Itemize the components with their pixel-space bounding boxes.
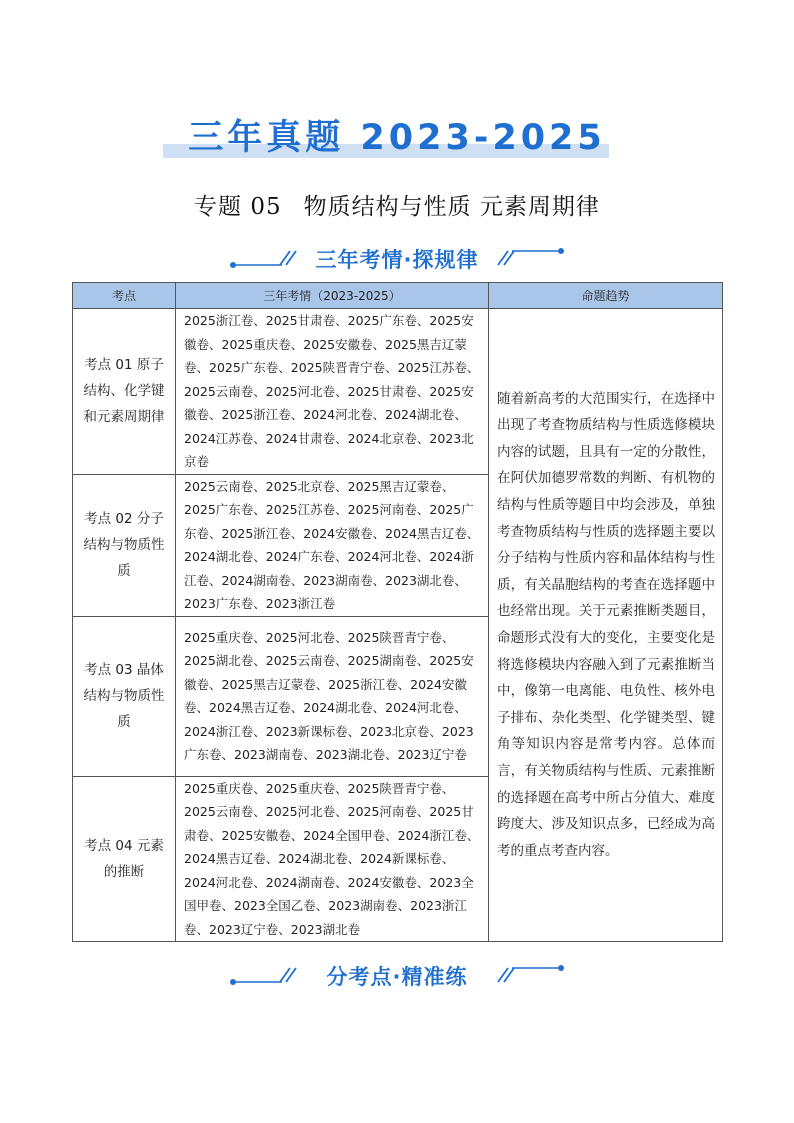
topic-cell: 考点 04 元素的推断	[73, 776, 176, 942]
topic-cell: 考点 03 晶体结构与物质性质	[73, 616, 176, 776]
papers-cell: 2025云南卷、2025北京卷、2025黑吉辽蒙卷、2025广东卷、2025江苏卷、2025河南卷、2025广东卷、2025浙江卷、2024安徽卷、2024黑吉辽卷、2024湖北卷、2024广东卷、2024河北卷、2024浙江卷、2024湖南卷、2023湖南卷、2023湖北卷、2023广东卷、2023浙江卷	[176, 474, 489, 616]
header-trend: 命题趋势	[489, 283, 723, 309]
trend-cell: 随着新高考的大范围实行，在选择中出现了考查物质结构与性质选修模块内容的试题，且具有一定的分散性，在阿伏加德罗常数的判断、有机物的结构与性质等题目中均会涉及，单独考查物质结构与性质的选择题主要以分子结构与性质内容和晶体结构与性质，有关晶胞结构的考查在选择题中也经常出现。关于元素推断类题目，命题形式没有大的变化，主要变化是将选修模块内容融入到了元素推断当中，像第一电离能、电负性、核外电子排布、杂化类型、化学键类型、键角等知识内容是常考内容。总体而言，有关物质结构与性质、元素推断的选择题在高考中所占分值大、难度跨度大、涉及知识点多，已经成为高考的重点考查内容。	[489, 309, 723, 942]
header-topic: 考点	[73, 283, 176, 309]
section-title-practice: 分考点·精准练	[326, 965, 468, 989]
section-header-trends	[0, 240, 794, 276]
right-decoration-icon	[496, 246, 566, 270]
section-header-practice	[0, 957, 794, 993]
exam-overview-table	[72, 282, 723, 942]
subtitle-main: 物质结构与性质 元素周期律	[303, 194, 600, 220]
table-header-row	[73, 283, 723, 309]
topic-cell: 考点 01 原子结构、化学键和元素周期律	[73, 309, 176, 475]
table-row	[73, 309, 723, 475]
topic-cell: 考点 02 分子结构与物质性质	[73, 474, 176, 616]
papers-cell: 2025浙江卷、2025甘肃卷、2025广东卷、2025安徽卷、2025重庆卷、2025安徽卷、2025黑吉辽蒙卷、2025广东卷、2025陕晋青宁卷、2025江苏卷、2025云南卷、2025河北卷、2025甘肃卷、2025安徽卷、2025浙江卷、2024河北卷、2024湖北卷、2024江苏卷、2024甘肃卷、2024北京卷、2023北京卷	[176, 309, 489, 475]
subtitle-prefix: 专题 05	[194, 194, 282, 220]
header-papers: 三年考情（2023-2025）	[176, 283, 489, 309]
papers-cell: 2025重庆卷、2025重庆卷、2025陕晋青宁卷、2025云南卷、2025河北卷、2025河南卷、2025甘肃卷、2025安徽卷、2024全国甲卷、2024浙江卷、2024黑吉辽卷、2024湖北卷、2024新课标卷、2024河北卷、2024湖南卷、2024安徽卷、2023全国甲卷、2023全国乙卷、2023湖南卷、2023浙江卷、2023辽宁卷、2023湖北卷	[176, 776, 489, 942]
main-title: 三年真题 2023-2025	[188, 118, 606, 158]
right-decoration-icon	[496, 963, 566, 987]
topic-subtitle	[0, 188, 794, 221]
papers-cell: 2025重庆卷、2025河北卷、2025陕晋青宁卷、2025湖北卷、2025云南卷、2025湖南卷、2025安徽卷、2025黑吉辽蒙卷、2025浙江卷、2024安徽卷、2024黑吉辽卷、2024湖北卷、2024河北卷、2024浙江卷、2023新课标卷、2023北京卷、2023广东卷、2023湖南卷、2023湖北卷、2023辽宁卷	[176, 616, 489, 776]
main-title-block	[0, 108, 794, 164]
section-title-trends: 三年考情·探规律	[315, 248, 479, 272]
